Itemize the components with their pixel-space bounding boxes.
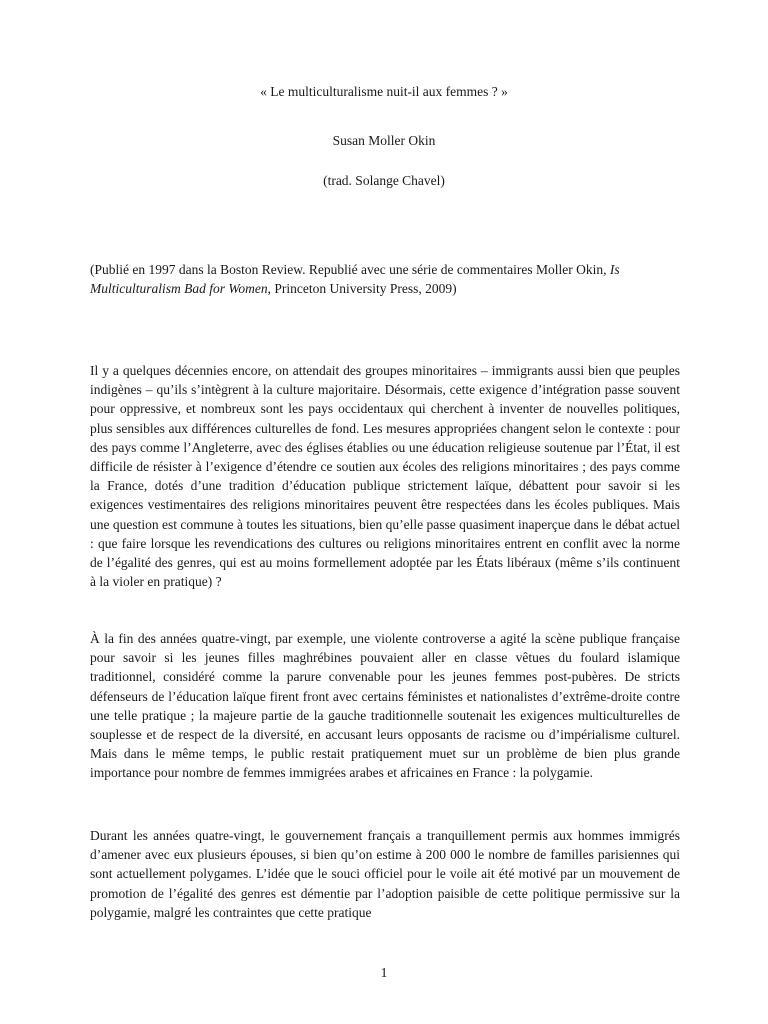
- publication-note: [90, 260, 680, 298]
- publication-note-suffix: , Princeton University Press, 2009): [267, 281, 457, 296]
- paragraph-3: Durant les années quatre-vingt, le gouvernement français a tranquillement permis aux hommes immigrés d’amener avec eux plusieurs épouses, si bien qu’on estime à 200 000 le nombre de familles parisiennes qui sont actuellement polygames. L’idée que le souci officiel pour le voile ait été motivé par un mouvement de promotion de l’égalité des genres est démentie par l’adoption paisible de cette politique permissive sur la polygamie, malgré les contraintes que cette pratique: [90, 828, 680, 920]
- book-title: Is Multiculturalism Bad for Women: [90, 262, 620, 296]
- document-title: « Le multiculturalisme nuit-il aux femmes ? »: [260, 84, 508, 99]
- paragraph-1: Il y a quelques décennies encore, on attendait des groupes minoritaires – immigrants aussi bien que peuples indigènes – qu’ils s’intègrent à la culture majoritaire. Désormais, cette exigence d’intégration passe souvent pour oppressive, et nombreux sont les pays occidentaux qui cherchent à inventer de nouvelles politiques, plus sensibles aux différences culturelles de fond. Les mesures appropriées changent selon le contexte : pour des pays comme l’Angleterre, avec des églises établies ou une éducation religieuse soutenue par l’État, il est difficile de résister à l’exigence d’étendre ce soutien aux écoles des religions minoritaires ; des pays comme la France, dotés d’une tradition d’éducation publique strictement laïque, débattent pour savoir si les exigences vestimentaires des religions minoritaires peuvent être respectées dans les écoles publiques. Mais une question est commune à toutes les situations, bien qu’elle passe quasiment inaperçue dans le débat actuel : que faire lorsque les revendications des cultures ou religions minoritaires entrent en conflit avec la norme de l’égalité des genres, qui est au moins formellement adoptée par les États libéraux (même s’ils continuent à la violer en pratique) ?: [90, 363, 680, 590]
- page-number: 1: [380, 966, 388, 981]
- translator-credit: (trad. Solange Chavel): [323, 173, 445, 188]
- paragraph-2: À la fin des années quatre-vingt, par exemple, une violente controverse a agité la scène publique française pour savoir si les jeunes filles maghrébines pouvaient aller en classe vêtues du foulard islamique traditionnel, considéré comme la parure convenable pour les jeunes femmes post-pubères. De stricts défenseurs de l’éducation laïque firent front avec certains féministes et nationalistes d’extrême-droite contre une telle pratique ; la majeure partie de la gauche traditionnelle soutenait les exigences multiculturelles de souplesse et de respect de la diversité, en accusant leurs opposants de racisme ou d’impérialisme culturel. Mais dans le même temps, le public restait pratiquement muet sur un problème de bien plus grande importance pour nombre de femmes immigrées arabes et africaines en France : la polygamie.: [90, 631, 680, 781]
- author-name: Susan Moller Okin: [332, 133, 436, 148]
- publication-note-prefix: (Publié en 1997 dans la Boston Review. Republié avec une série de commentaires Moller Okin,: [90, 262, 610, 277]
